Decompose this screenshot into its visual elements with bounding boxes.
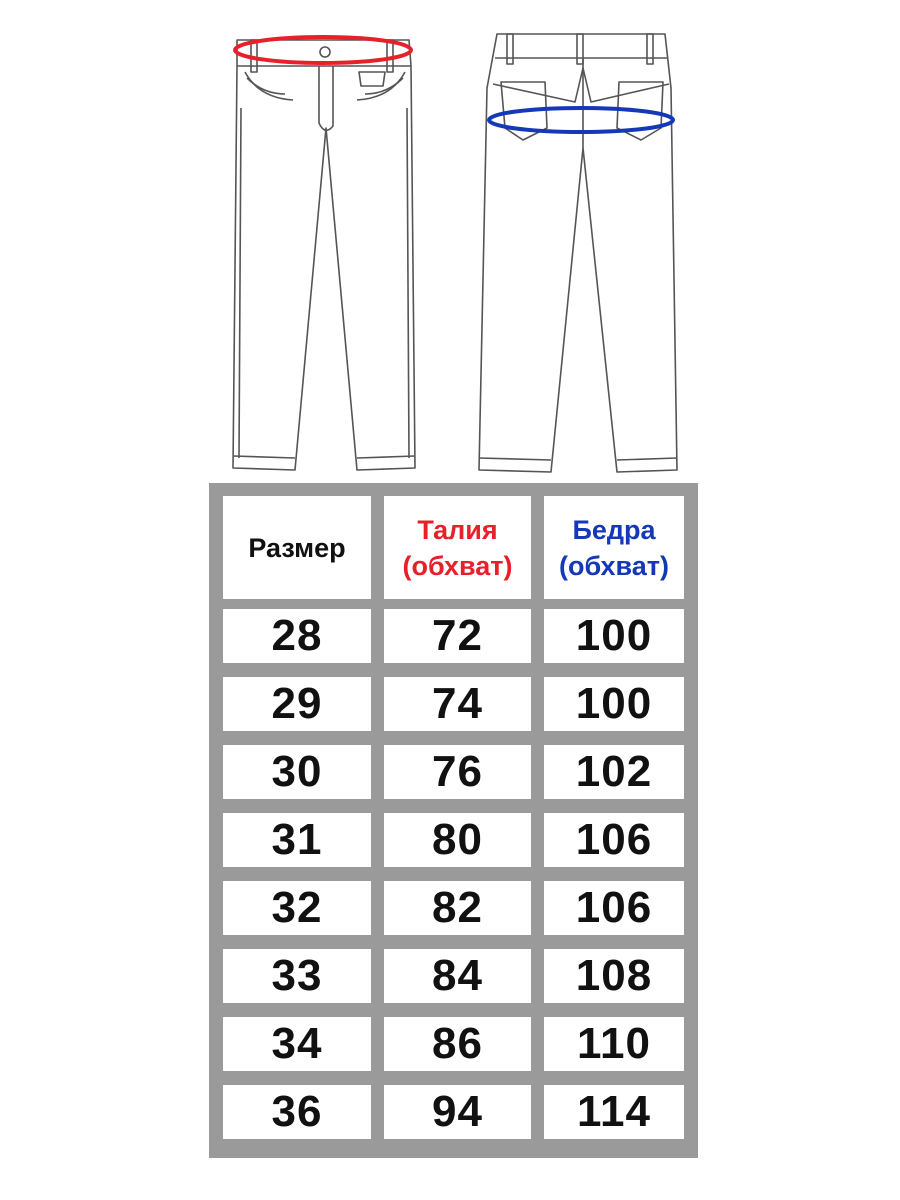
hips-value: 114 — [577, 1087, 651, 1136]
table-header-row — [223, 496, 684, 599]
jeans-back-view — [475, 28, 695, 478]
waist-value: 84 — [432, 951, 483, 1000]
table-row — [223, 1017, 684, 1071]
size-value: 29 — [271, 679, 323, 728]
table-row — [223, 609, 684, 663]
table-row — [223, 881, 684, 935]
size-chart-table — [209, 483, 698, 1158]
table-row — [223, 813, 684, 867]
size-value: 34 — [271, 1019, 323, 1068]
header-size — [223, 496, 371, 599]
header-waist — [384, 496, 531, 599]
header-size-label: Размер — [248, 532, 346, 563]
size-value: 31 — [271, 815, 323, 864]
table-row — [223, 949, 684, 1003]
header-waist-line1: Талия — [417, 514, 498, 545]
jeans-illustrations — [0, 0, 900, 480]
header-hips-line2: (обхват) — [559, 550, 669, 581]
waist-value: 80 — [432, 815, 483, 864]
table-row — [223, 677, 684, 731]
hips-value: 108 — [575, 951, 653, 1000]
header-waist-line2: (обхват) — [402, 550, 513, 581]
hips-value: 110 — [577, 1019, 651, 1068]
waist-value: 76 — [432, 747, 483, 796]
header-hips — [544, 496, 684, 599]
waist-value: 82 — [432, 883, 483, 932]
waist-value: 86 — [432, 1019, 483, 1068]
waist-value: 94 — [432, 1087, 483, 1136]
size-value: 33 — [271, 951, 323, 1000]
waist-value: 72 — [432, 611, 483, 660]
waist-value: 74 — [432, 679, 483, 728]
size-value: 30 — [271, 747, 323, 796]
size-value: 32 — [271, 883, 323, 932]
table-row — [223, 1085, 684, 1139]
size-value: 36 — [271, 1087, 323, 1136]
hips-value: 100 — [575, 611, 653, 660]
header-hips-line1: Бедра — [572, 514, 656, 545]
size-value: 28 — [271, 611, 323, 660]
hips-value: 100 — [575, 679, 653, 728]
hips-value: 106 — [575, 815, 653, 864]
jeans-front-view — [215, 28, 445, 478]
hips-value: 102 — [575, 747, 653, 796]
table-row — [223, 745, 684, 799]
hips-value: 106 — [575, 883, 653, 932]
